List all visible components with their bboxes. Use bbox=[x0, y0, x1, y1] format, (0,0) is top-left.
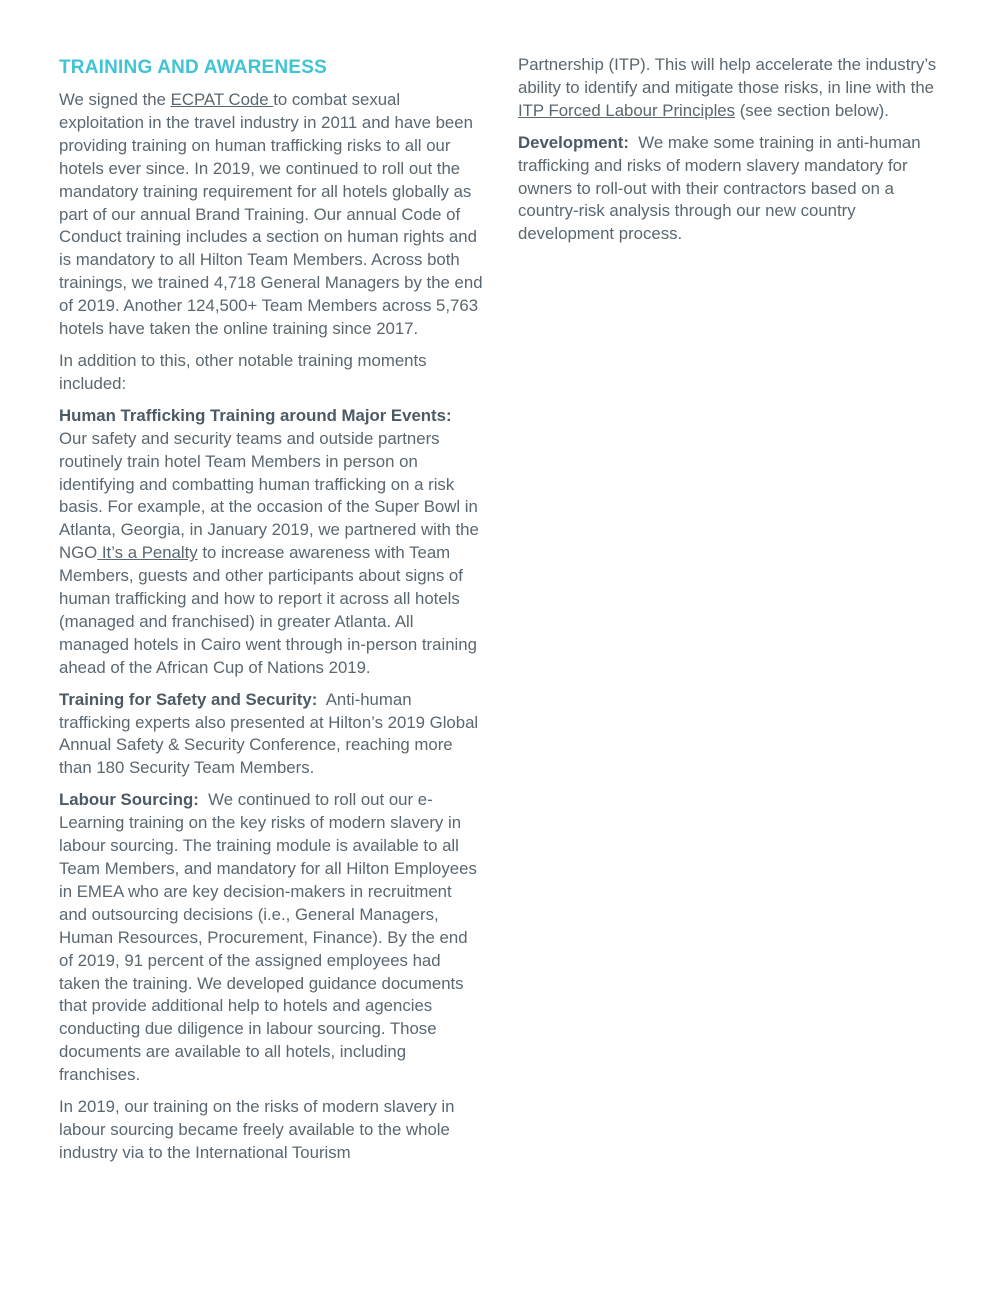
paragraph-additional-moments: In addition to this, other notable training moments included: bbox=[59, 350, 427, 393]
section-title: TRAINING AND AWARENESS bbox=[59, 57, 327, 78]
itp-forced-labour-principles-link[interactable]: ITP Forced Labour Principles bbox=[518, 100, 736, 120]
paragraph-development bbox=[518, 132, 948, 247]
paragraph-major-events bbox=[59, 405, 484, 680]
its-a-penalty-link[interactable]: It’s a Penalty bbox=[97, 543, 198, 563]
paragraph-industry-availability: In 2019, our training on the risks of modern slavery in labour sourcing became freely available to the whole industry via to the International Tourism bbox=[59, 1097, 455, 1162]
lead-heading: Development: bbox=[518, 132, 629, 152]
text: (see section below). bbox=[735, 100, 889, 120]
text: Anti-human trafficking experts also presented at Hilton’s 2019 Global Annual Safety & Security Conference, reaching more than 180 Security Team Members. bbox=[59, 689, 482, 778]
paragraph-itp bbox=[518, 54, 948, 123]
lead-heading: Human Trafficking Training around Major Events: bbox=[59, 405, 452, 425]
text: Partnership (ITP). This will help accelerate the industry’s ability to identify and mitigate those risks, in line with the bbox=[518, 55, 937, 97]
left-column bbox=[59, 55, 484, 1174]
lead-heading: Labour Sourcing: bbox=[59, 790, 199, 810]
paragraph-labour-sourcing bbox=[59, 789, 484, 1087]
text: to increase awareness with Team Members, guests and other participants about signs of human trafficking and how to report it across all hotels (managed and franchised) in greater Atlanta. All managed hotels in Cairo went through in-person training ahead of the African Cup of Nations 2019. bbox=[59, 543, 477, 677]
text: Our safety and security teams and outside partners routinely train hotel Team Members in person on identifying and combatting human trafficking on a risk basis. For example, at the occasion of the Super Bowl in Atlanta, Georgia, in January 2019, we partnered with the NGO bbox=[59, 428, 479, 563]
text: to combat sexual exploitation in the travel industry in 2011 and have been providing training on human trafficking risks to all our hotels ever since. In 2019, we continued to roll out the mandatory training requirement for all hotels globally as part of our annual Brand Training. Our annual Code of Conduct training includes a section on human rights and is mandatory to all Hilton Team Members. Across both trainings, we trained 4,718 General Managers by the end of 2019. Another 124,500+ Team Members across 5,763 hotels have taken the online training since 2017. bbox=[59, 90, 483, 339]
text: We continued to roll out our e-Learning training on the key risks of modern slavery in labour sourcing. The training module is available to all Team Members, and mandatory for all Hilton Employees in EMEA who are key decision-makers in recruitment and outsourcing decisions (i.e., General Managers, Human Resources, Procurement, Finance). By the end of 2019, 91 percent of the assigned employees had taken the training. We developed guidance documents that provide additional help to hotels and agencies conducting due diligence in labour sourcing. Those documents are available to all hotels, including franchises. bbox=[59, 790, 482, 1085]
right-column bbox=[518, 54, 948, 255]
paragraph-ecpat bbox=[59, 89, 484, 341]
paragraph-safety-security bbox=[59, 689, 484, 781]
text: We signed the bbox=[59, 90, 171, 109]
lead-heading: Training for Safety and Security: bbox=[59, 689, 318, 709]
ecpat-code-link[interactable]: ECPAT Code bbox=[170, 90, 274, 109]
text: We make some training in anti-human trafficking and risks of modern slavery mandatory for owners to roll-out with their contractors based on a country-risk analysis through our new country development process. bbox=[518, 132, 926, 244]
